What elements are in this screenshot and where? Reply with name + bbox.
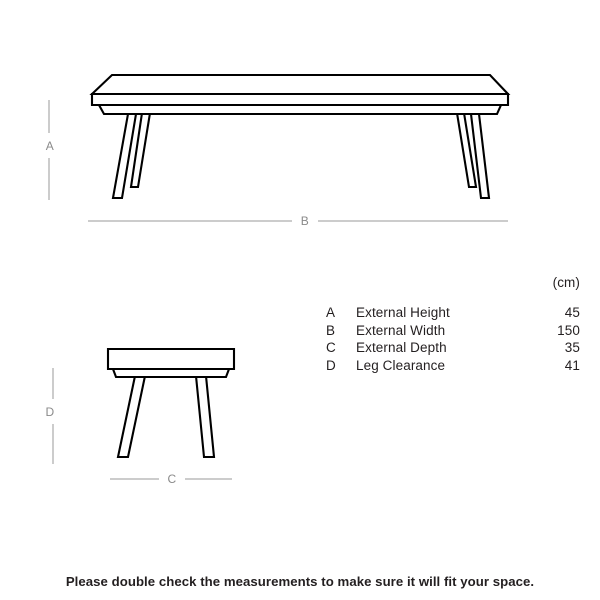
bench-front-perspective-view [92,75,508,198]
dimension-key: D [326,357,336,373]
bench-side-leg-left [118,376,145,457]
measurement-disclaimer: Please double check the measurements to make sure it will fit your space. [65,574,535,589]
bench-side-view [108,349,234,457]
dimension-label-a: A [45,139,55,153]
dimension-value: 41 [564,357,580,373]
dimension-name: Leg Clearance [356,357,446,373]
dimension-value: 35 [564,340,580,355]
dimension-name: External Depth [356,340,447,355]
dimension-key: A [326,305,336,320]
units-label: (cm) [552,275,580,290]
bench-side-leg-right [196,376,214,457]
table-row [326,304,580,322]
dimension-key: B [326,322,336,338]
bench-side-top [108,349,234,369]
bench-side-apron [113,369,229,377]
dimension-label-c: C [167,472,177,486]
bench-apron-front [99,105,501,114]
table-row [326,339,580,357]
bench-top-surface [92,75,508,94]
dimension-name: External Height [356,305,450,320]
dimensions-table [326,275,580,374]
dimension-value: 150 [557,322,580,338]
dimension-label-d: D [45,405,55,419]
table-row [326,322,580,340]
dimension-value: 45 [564,305,580,320]
dimension-label-b: B [300,214,310,228]
dimension-name: External Width [356,322,446,338]
table-row [326,357,580,375]
bench-top-front-face [92,94,508,105]
dimension-key: C [326,340,336,355]
